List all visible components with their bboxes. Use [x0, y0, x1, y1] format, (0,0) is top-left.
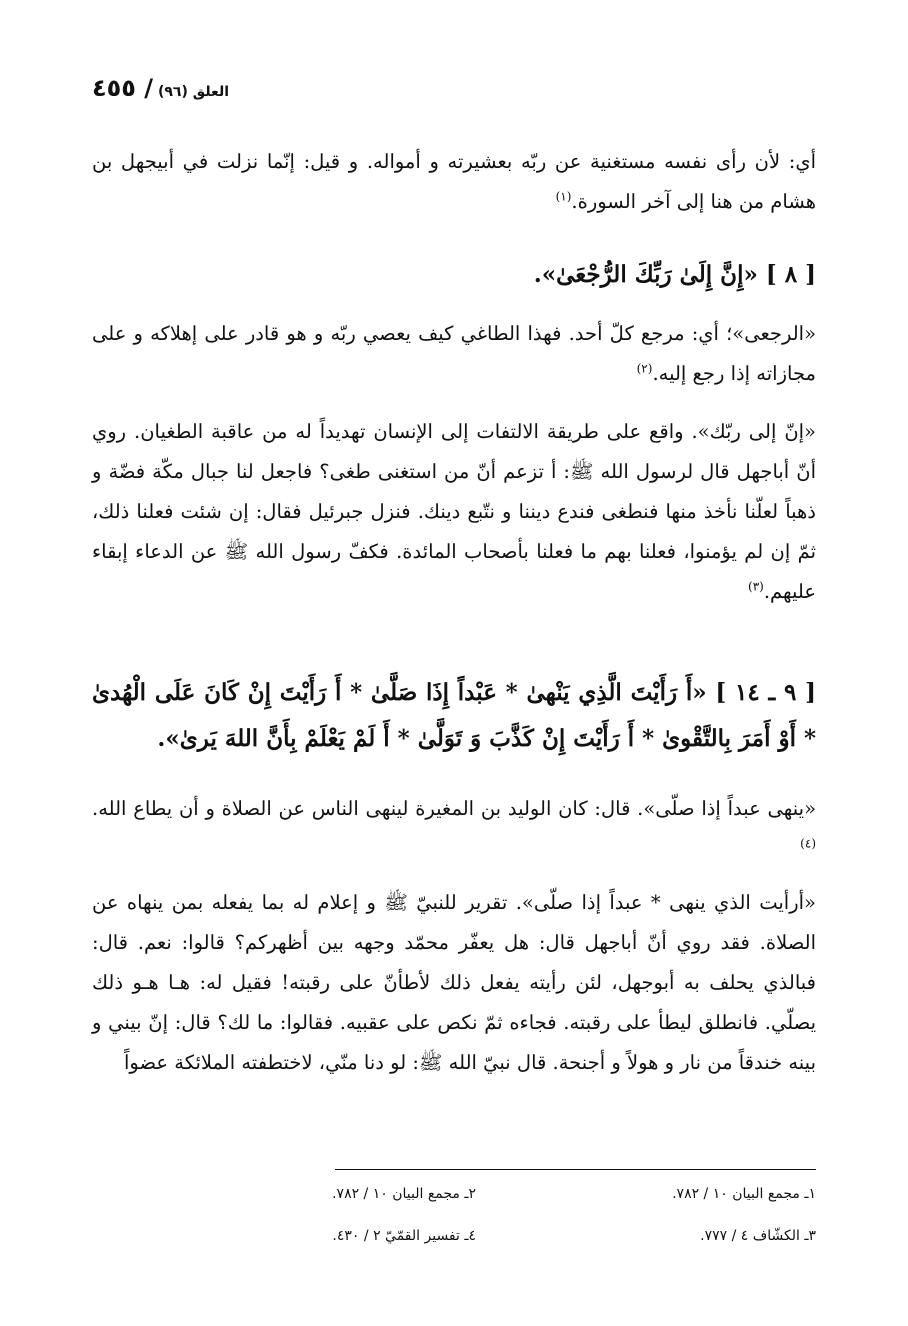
paragraph-4	[92, 789, 816, 869]
footnote-divider	[335, 1169, 816, 1170]
paragraph-text: «إنّ إلى ربّك». واقع على طريقة الالتفات إلى الإنسان تهديداً له من عاقبة الطغيان. روي أنّ أباجهل قال لرسول الله ﷺ: أ تزعم أنّ من استغنى طغى؟ فاجعل لنا جبال مكّة فضّة و ذهباً لعلّنا نأخذ منها فنطغى فندع ديننا و نتّبع دينك. فنزل جبرئيل فقال: إن شئت فعلنا ذلك، ثمّ إن لم يؤمنوا، فعلنا بهم ما فعلنا بأصحاب المائدة. فكفّ رسول الله ﷺ عن الدعاء إبقاء عليهم.	[92, 420, 816, 603]
footnote-ref: (٤)	[800, 836, 816, 851]
running-header	[92, 74, 229, 102]
footnote-ref: (٣)	[748, 579, 764, 594]
verse-8	[92, 252, 816, 298]
footnote-4: ٤ـ تفسير القمّيّ ٢ / ٤٣٠.	[332, 1228, 476, 1244]
paragraph-5	[92, 883, 816, 1083]
paragraph-1	[92, 142, 816, 222]
footnote-3: ٣ـ الكشّاف ٤ / ٧٧٧.	[700, 1228, 816, 1244]
paragraph-text: «ينهى عبداً إذا صلّى». قال: كان الوليد بن المغيرة لينهى الناس عن الصلاة و أن يطاع الله.	[92, 797, 816, 820]
verse-text: [ ٨ ] «إِنَّ إِلَىٰ رَبِّكَ الرُّجْعَىٰ».	[533, 261, 816, 288]
page-number: / ٤٥٥	[92, 74, 154, 102]
paragraph-3	[92, 412, 816, 612]
paragraph-text: «أرأيت الذي ينهى * عبداً إذا صلّى». تقرير للنبيّ ﷺ و إعلام له بما يفعله بمن ينهاه عن الصلاة. فقد روي أنّ أباجهل قال: هل يعفّر محمّد وجهه بين أظهركم؟ قالوا: نعم. قال: فبالذي يحلف به أبوجهل، لئن رأيته يفعل ذلك لأطأنّ على رقبته! فقيل له: هـا هـو ذلك يصلّي. فانطلق ليطأ على رقبته. فجاءه ثمّ نكص على عقبيه. فقالوا: ما لك؟ قال: إنّ بيني و بينه خندقاً من نار و هولاً و أجنحة. قال نبيّ الله ﷺ: لو دنا منّي، لاختطفته الملائكة عضواً	[92, 891, 816, 1074]
verse-text: [ ٩ ـ ١٤ ] «أَ رَأَيْتَ الَّذِي يَنْهىٰ * عَبْداً إِذَا صَلَّىٰ * أَ رَأَيْتَ إِنْ كَانَ عَلَى الْهُدىٰ * أَوْ أَمَرَ بِالتَّقْوىٰ * أَ رَأَيْتَ إِنْ كَذَّبَ وَ تَوَلَّىٰ * أَ لَمْ يَعْلَمْ بِأَنَّ اللهَ يَرىٰ».	[92, 679, 816, 752]
footnote-ref: (١)	[555, 189, 572, 204]
verse-9-14	[92, 670, 816, 762]
paragraph-2	[92, 314, 816, 394]
sura-name: العلق (٩٦)	[157, 84, 230, 100]
footnote-ref: (٢)	[636, 361, 653, 376]
footnote-2: ٢ـ مجمع البيان ١٠ / ٧٨٢.	[332, 1186, 476, 1202]
paragraph-text: «الرجعى»؛ أي: مرجع كلّ أحد. فهذا الطاغي كيف يعصي ربّه و هو قادر على إهلاكه و على مجازاته إذا رجع إليه.	[92, 322, 816, 385]
footnote-1: ١ـ مجمع البيان ١٠ / ٧٨٢.	[672, 1186, 816, 1202]
paragraph-text: أي: لأن رأى نفسه مستغنية عن ربّه بعشيرته و أمواله. و قيل: إنّما نزلت في أبيجهل بن هشام من هنا إلى آخر السورة.	[92, 150, 816, 213]
